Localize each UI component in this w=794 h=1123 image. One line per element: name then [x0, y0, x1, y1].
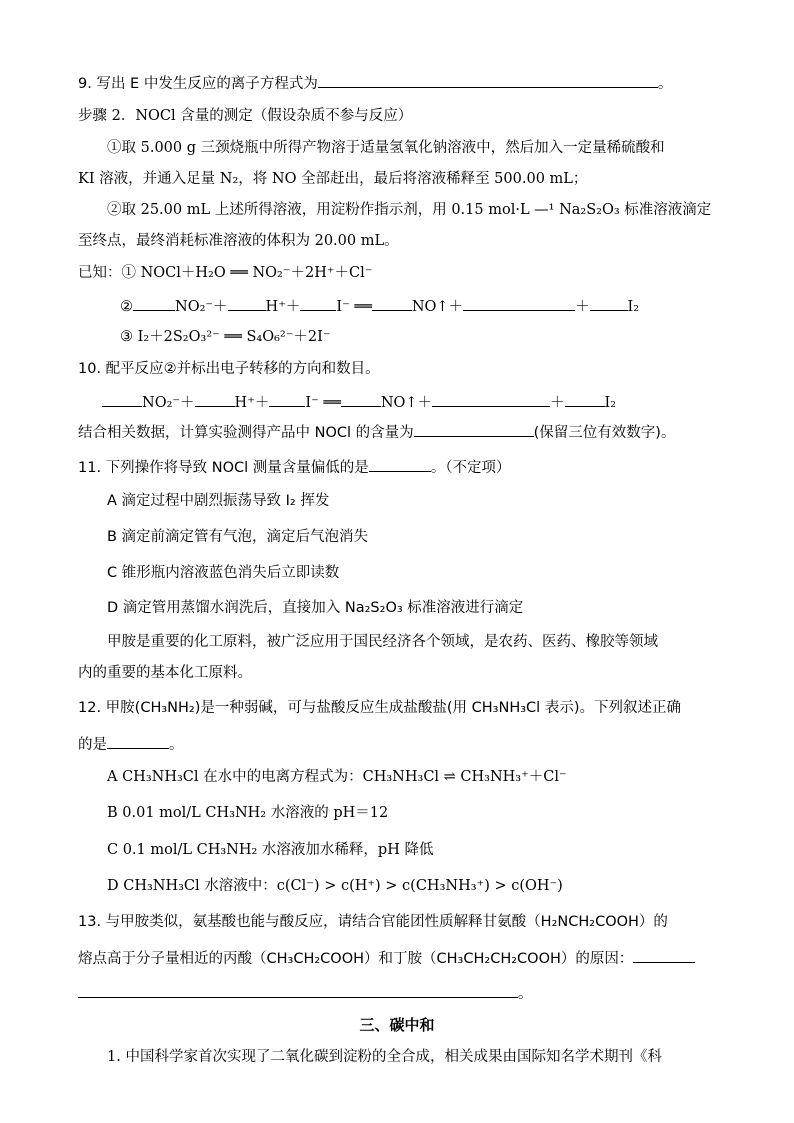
- q13-answer-blank-2[interactable]: [78, 982, 518, 998]
- known-reaction-2: [120, 295, 639, 317]
- q10-term-i: I⁻ ══: [305, 395, 341, 411]
- q12-line2-suffix: 。: [169, 737, 184, 753]
- question-13-line2: [78, 947, 695, 969]
- r2-term-plus: ＋: [575, 299, 590, 315]
- q12-option-d: D CH₃NH₃Cl 水溶液中：c(Cl⁻) > c(H⁺) > c(CH₃NH₃⁺) > c(OH⁻): [107, 878, 563, 894]
- q11-stem-suffix: 。（不定项）: [430, 460, 511, 476]
- r2-term-no2: NO₂⁻＋: [175, 299, 228, 315]
- question-10-title: 10. 配平反应②并标出电子转移的方向和数目。: [78, 361, 380, 377]
- q10-term-i2: I₂: [604, 395, 617, 411]
- q10-calc-blank[interactable]: [414, 421, 534, 437]
- q10-blank-5[interactable]: [432, 391, 550, 407]
- q10-term-h: H⁺＋: [234, 395, 270, 411]
- q10-term-no: NO↑＋: [380, 395, 433, 411]
- known-reaction-3: ③ I₂＋2S₂O₃²⁻ ══ S₄O₆²⁻＋2I⁻: [120, 329, 331, 345]
- q13-line3-suffix: 。: [518, 986, 533, 1002]
- q10-calc-suffix: (保留三位有效数字)。: [533, 425, 676, 441]
- r2-term-h: H⁺＋: [265, 299, 301, 315]
- r2-blank-4[interactable]: [372, 295, 412, 311]
- step2-para2-line1: ②取 25.00 mL 上述所得溶液，用淀粉作指示剂，用 0.15 mol·L —¹ Na₂S₂O₃ 标准溶液滴定: [107, 202, 712, 218]
- methylamine-intro-line2: 内的重要的基本化工原料。: [78, 665, 252, 681]
- r2-term-i: I⁻ ══: [336, 299, 372, 315]
- q10-term-no2: NO₂⁻＋: [142, 395, 195, 411]
- q10-blank-4[interactable]: [341, 391, 381, 407]
- q10-blank-1[interactable]: [102, 391, 142, 407]
- q9-prefix: 9. 写出 E 中发生反应的离子方程式为: [78, 76, 318, 92]
- q9-answer-blank[interactable]: [318, 72, 658, 88]
- section-3-title: 三、碳中和: [359, 1016, 435, 1034]
- question-11-stem: [78, 456, 511, 478]
- question-13-line1: 13. 与甲胺类似，氨基酸也能与酸反应，请结合官能团性质解释甘氨酸（H₂NCH₂COOH）的: [78, 914, 668, 930]
- question-12-line1: 12. 甲胺(CH₃NH₂)是一种弱碱，可与盐酸反应生成盐酸盐(用 CH₃NH₃Cl 表示)。下列叙述正确: [78, 700, 681, 716]
- r2-blank-1[interactable]: [133, 295, 175, 311]
- q11-option-b: B 滴定前滴定管有气泡，滴定后气泡消失: [107, 529, 369, 545]
- q12-option-a: A CH₃NH₃Cl 在水中的电离方程式为：CH₃NH₃Cl ⇌ CH₃NH₃⁺＋Cl⁻: [107, 769, 567, 785]
- q12-option-c: C 0.1 mol/L CH₃NH₂ 水溶液加水稀释，pH 降低: [107, 842, 434, 858]
- known-reaction-1: [78, 263, 372, 283]
- q11-option-a: A 滴定过程中剧烈振荡导致 I₂ 挥发: [107, 493, 330, 509]
- q11-answer-blank[interactable]: [369, 456, 431, 472]
- q10-calc-line: [78, 421, 675, 443]
- r2-number: ②: [120, 299, 133, 315]
- q9-suffix: 。: [657, 76, 673, 92]
- q13-line2-text: 熔点高于分子量相近的丙酸（CH₃CH₂COOH）和丁胺（CH₃CH₂CH₂COOH）的原因：: [78, 951, 634, 967]
- q11-stem-prefix: 11. 下列操作将导致 NOCl 测量含量偏低的是: [78, 460, 369, 476]
- q11-option-c: C 锥形瓶内溶液蓝色消失后立即读数: [107, 565, 340, 581]
- q12-option-b: B 0.01 mol/L CH₃NH₂ 水溶液的 pH＝12: [107, 805, 389, 821]
- r2-blank-3[interactable]: [300, 295, 336, 311]
- q10-blank-6[interactable]: [565, 391, 605, 407]
- q11-option-d: D 滴定管用蒸馏水润洗后，直接加入 Na₂S₂O₃ 标准溶液进行滴定: [107, 600, 524, 616]
- question-13-line3: [78, 982, 533, 1004]
- step2-para1-line2: KI 溶液，并通入足量 N₂，将 NO 全部赶出，最后将溶液稀释至 500.00 mL；: [78, 171, 588, 187]
- r2-blank-6[interactable]: [590, 295, 628, 311]
- known-r1: ① NOCl＋H₂O ══ NO₂⁻＋2H⁺＋Cl⁻: [121, 265, 373, 281]
- r2-term-no: NO↑＋: [411, 299, 464, 315]
- q10-term-plus: ＋: [550, 395, 565, 411]
- q10-blank-2[interactable]: [195, 391, 235, 407]
- q10-calc-prefix: 结合相关数据，计算实验测得产品中 NOCl 的含量为: [78, 425, 414, 441]
- step2-heading: 步骤 2．NOCl 含量的测定（假设杂质不参与反应）: [78, 108, 413, 124]
- known-label: 已知：: [78, 265, 122, 281]
- r2-term-i2: I₂: [627, 299, 640, 315]
- methylamine-intro-line1: 甲胺是重要的化工原料，被广泛应用于国民经济各个领域，是农药、医药、橡胶等领域: [107, 634, 658, 650]
- q10-equation: [102, 391, 616, 413]
- q13-answer-blank-1[interactable]: [633, 947, 695, 963]
- q12-answer-blank[interactable]: [107, 733, 169, 749]
- step2-para2-line2: 至终点，最终消耗标准溶液的体积为 20.00 mL。: [78, 233, 399, 249]
- question-12-line2: [78, 733, 184, 755]
- r2-blank-5[interactable]: [463, 295, 575, 311]
- question-9: [78, 72, 672, 94]
- q10-blank-3[interactable]: [269, 391, 305, 407]
- step2-para1-line1: ①取 5.000 g 三颈烧瓶中所得产物溶于适量氢氧化钠溶液中，然后加入一定量稀硫酸和: [107, 140, 665, 156]
- q12-line2-prefix: 的是: [78, 737, 107, 753]
- r2-blank-2[interactable]: [228, 295, 266, 311]
- section-3-question-1: 1. 中国科学家首次实现了二氧化碳到淀粉的全合成，相关成果由国际知名学术期刊《科: [107, 1049, 662, 1065]
